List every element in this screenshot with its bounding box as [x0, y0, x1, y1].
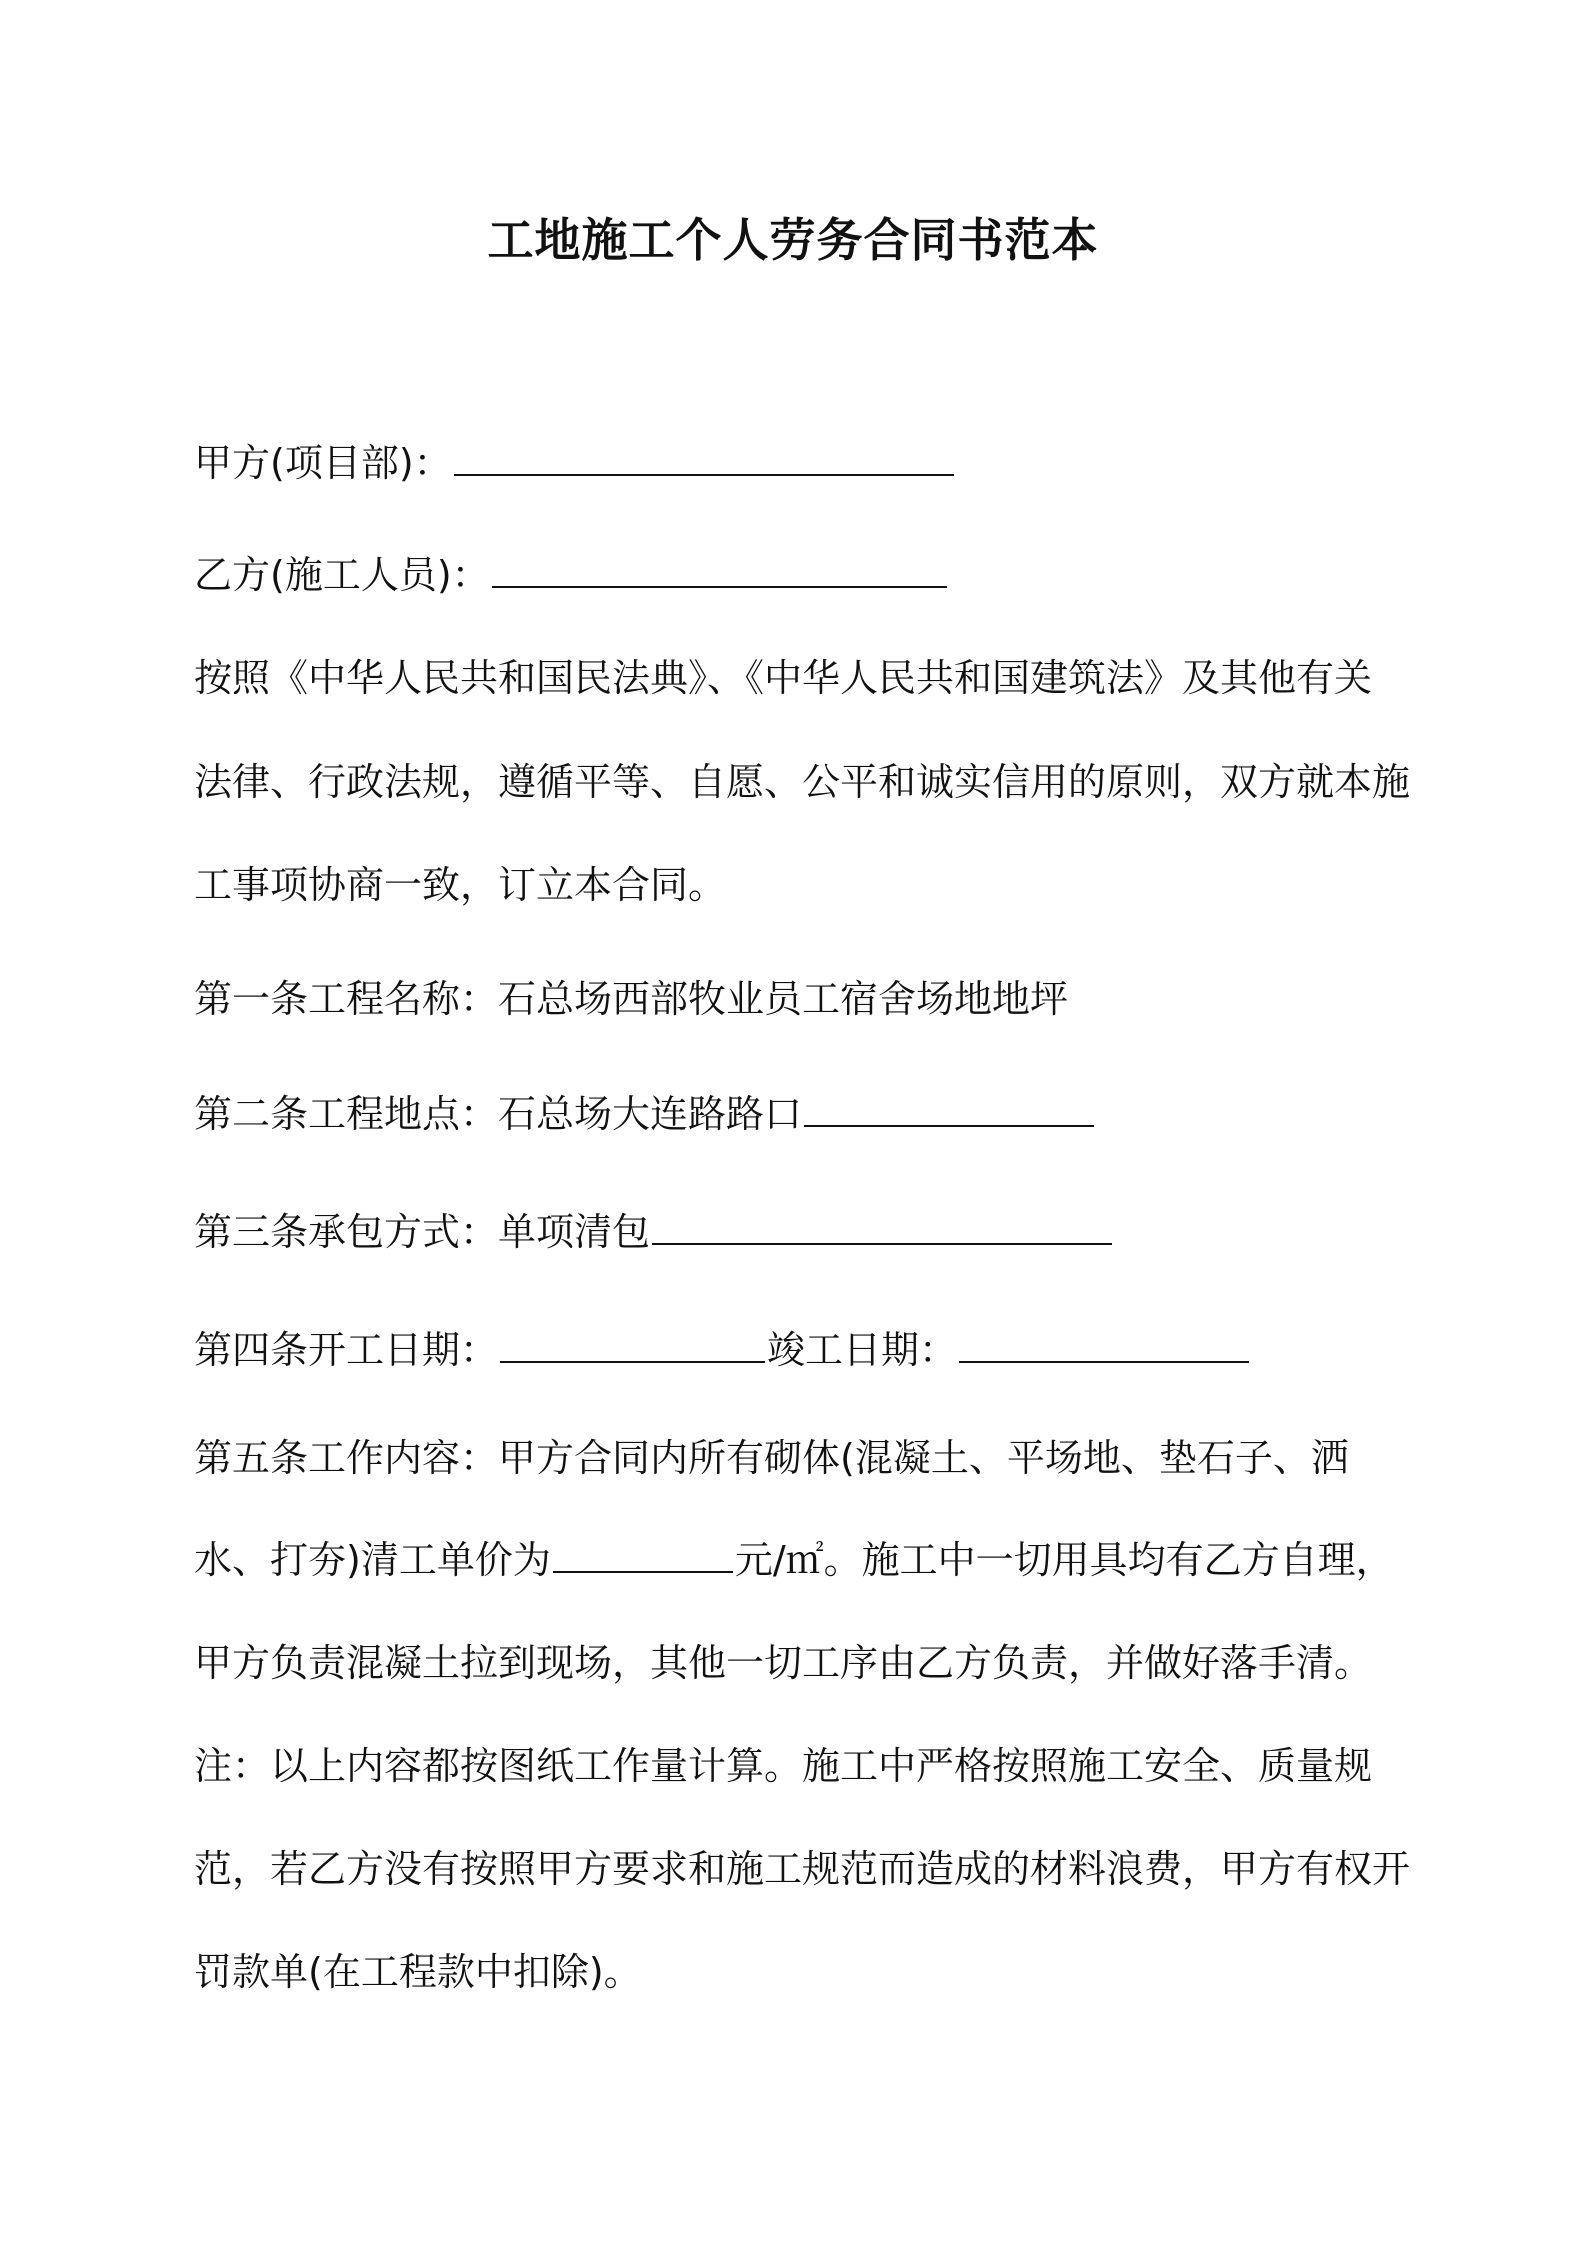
article-3-line [194, 1202, 1414, 1262]
article-5-line-2 [194, 1530, 1414, 1590]
preamble-line-3: 工事项协商一致，订立本合同。 [194, 863, 727, 907]
article-3-blank[interactable] [652, 1207, 1112, 1245]
article-2-text: 第二条工程地点：石总场大连路路口 [194, 1092, 803, 1136]
article-4-line [194, 1320, 1414, 1380]
end-date-blank[interactable] [959, 1325, 1249, 1363]
note-line-3: 罚款单(在工程款中扣除)。 [194, 1950, 642, 1994]
article-2-line [194, 1084, 1414, 1144]
note-line-2: 范，若乙方没有按照甲方要求和施工规范而造成的材料浪费，甲方有权开 [194, 1847, 1411, 1891]
preamble-line-2: 法律、行政法规，遵循平等、自愿、公平和诚实信用的原则，双方就本施 [194, 760, 1411, 804]
unit-price-blank[interactable] [553, 1535, 733, 1573]
start-date-blank[interactable] [500, 1325, 765, 1363]
article-2-blank[interactable] [804, 1089, 1094, 1127]
article-5-line-3: 甲方负责混凝土拉到现场，其他一切工序由乙方负责，并做好落手清。 [194, 1641, 1373, 1685]
article-3-text: 第三条承包方式：单项清包 [194, 1210, 651, 1254]
article-5-line-1: 第五条工作内容：甲方合同内所有砌体(混凝土、平场地、垫石子、洒 [194, 1436, 1349, 1480]
party-a-blank[interactable] [454, 438, 954, 476]
end-date-label: 竣工日期： [767, 1328, 958, 1372]
unit-price-prefix: 水、打夯)清工单价为 [194, 1538, 551, 1582]
preamble-line-1: 按照《中华人民共和国民法典》、《中华人民共和国建筑法》及其他有关 [194, 656, 1373, 700]
party-b-blank[interactable] [492, 550, 947, 588]
party-a-line [194, 433, 1414, 493]
party-a-label: 甲方(项目部)： [194, 441, 452, 485]
unit-price-suffix: 元/㎡。施工中一切用具均有乙方自理， [734, 1538, 1394, 1582]
start-date-label: 第四条开工日期： [194, 1328, 499, 1372]
party-b-line [194, 545, 1414, 605]
note-line-1: 注：以上内容都按图纸工作量计算。施工中严格按照施工安全、质量规 [194, 1744, 1373, 1788]
party-b-label: 乙方(施工人员)： [194, 553, 490, 597]
article-1-line: 第一条工程名称：石总场西部牧业员工宿舍场地地坪 [194, 977, 1069, 1021]
document-title: 工地施工个人劳务合同书范本 [487, 213, 1099, 267]
